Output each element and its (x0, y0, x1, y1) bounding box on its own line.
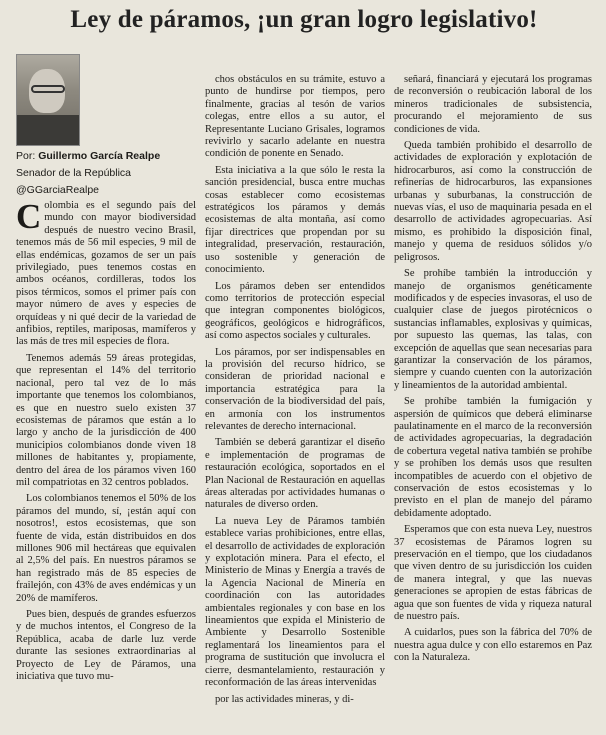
paragraph: señará, financiará y ejecutará los programas de reconversión o reubicación laboral de los mineros tradicionales de subsistencia, procurando el mejoramiento de sus condiciones de vida. (394, 74, 592, 135)
paragraph: Se prohíbe también la fumigación y aspersión de químicos que deberá eliminarse paulatinamente en el marco de la reconversión de actividades agropecuarias, la degradación de cobertura vegetal nativa también se prohíbe y se prohíben los demás usos que resulten incompatibles de acuerdo con el objetivo de conservación de estos ecosistemas y lo previsto en el plan de manejo del páramo debidamente adoptado. (394, 396, 592, 519)
headline: Ley de páramos, ¡un gran logro legislativo! (70, 6, 538, 33)
byline-role: Senador de la República (16, 167, 131, 179)
paragraph: Colombia es el segundo país del mundo con mayor biodiversidad después de nuestro vecino Brasil, tenemos más de 56 mil especies, 9 mil de ellas endémicas, gozamos de ser un país privilegiado, pues tenemos costas en ambos océanos, cordilleras, todos los pisos térmicos, somos el primer país con mayor número de aves y especies de orquídeas y ni qué decir de la variedad de anfibios, reptiles, mariposas, mamíferos y las más de tres mil especies de flora. (16, 197, 196, 348)
paragraph: Queda también prohibido el desarrollo de actividades de exploración y explotación de hidrocarburos, así como la construcción de refinerías de hidrocarburos, las expansiones urbanas y suburbanas, la construcción de nuevas vías, el uso de maquinaria pesada en el desarrollo de actividades agropecuarias. Así mismo, es prohibido la disposición final, manejo y quema de residuos sólidos y/o peligrosos. (394, 140, 592, 263)
byline-author: Guillermo García Realpe (38, 150, 161, 162)
author-photo (16, 54, 80, 146)
paragraph: por las actividades mineras, y di- (215, 693, 354, 705)
paragraph: Esperamos que con esta nueva Ley, nuestros 37 ecosistemas de Páramos logren su preservación en el tiempo, que los ciudadanos que viven dentro de su jurisdicción los cuiden de manera integral, y que las nuevas generaciones se apropien de estas fábricas de agua que son fuentes de vida y riqueza natural de nuestro país. (394, 524, 592, 623)
paragraph: La nueva Ley de Páramos también establece varias prohibiciones, entre ellas, el desarrollo de actividades de exploración y explotación minera. Para el efecto, el Ministerio de Minas y Energía a través de la Agencia Nacional de Minería en coordinación con las autoridades ambientales regionales y con base en los lineamientos que expida el Ministerio de Ambiente y Desarrollo Sostenible reglamentará los lineamientos para el programa de sustitución que involucra el cierre, desmantelamiento, restauración y reconformación de las áreas intervenidas (205, 515, 385, 689)
author-photo-glasses (31, 85, 65, 93)
paragraph: Se prohíbe también la introducción y manejo de organismos genéticamente modificados y de especies invasoras, el uso de cualquier clase de juegos pirotécnicos o sustancias inflamables, explosivas y químicas, por supuesto las quemas, las talas, con excepción de aquellas que sean necesarias para garantizar la conservación de los páramos, siempre y cuando cuenten con la autorización y lineamientos de la autoridad ambiental. (394, 268, 592, 391)
paragraph: A cuidarlos, pues son la fábrica del 70% de nuestra agua dulce y con ello estaremos en Paz con la Naturaleza. (394, 627, 592, 664)
article-column-3 (394, 74, 592, 669)
author-photo-suit (17, 115, 79, 145)
byline-handle: @GGarciaRealpe (16, 184, 100, 196)
paragraph: Esta iniciativa a la que sólo le resta la sanción presidencial, busca entre muchas cosas establecer como ecosistemas estratégicos los páramos y demás ecosistemas de alta montaña, así como fijar directrices que propendan por su integralidad, preservación, restauración, uso sostenible y generación de conocimiento. (205, 164, 385, 276)
byline-prefix: Por: (16, 150, 36, 162)
byline-author-line (16, 148, 196, 165)
byline (16, 148, 196, 199)
paragraph: Los páramos, por ser indispensables en la provisión del recurso hídrico, se consideran de prioridad nacional e importancia estratégica para la conservación de la biodiversidad del país, en armonía con los instrumentos relevantes de derecho internacional. (205, 346, 385, 432)
paragraph: Los páramos deben ser entendidos como territorios de protección especial que integran componentes biológicos, geográficos, geológicos e hidrográficos, así como aspectos sociales y culturales. (205, 280, 385, 342)
paragraph: Los colombianos tenemos el 50% de los páramos del mundo, sí, ¡están aquí con nosotros!, estos ecosistemas, que son fuente de vida, están distribuidos en dos millones 906 mil hectáreas que equivalen al 2,5% del país. En nuestros páramos se han registrado más de 85 especies de frailejón, con 43% de aves endémicas y un 20% de mamíferos. (16, 493, 196, 604)
article-column-2 (205, 74, 385, 710)
paragraph: Tenemos además 59 áreas protegidas, que representan el 14% del territorio nacional, pero tal vez de lo más importante que tenemos los colombianos, es que en nuestro suelo existen 37 ecosistemas de páramos que están a lo largo y ancho de la jurisdicción de 400 municipios colombianos donde viven 18 millones de habitantes y, propiamente, dentro del área de los páramos viven 160 mil compatriotas en 32 centros poblados. (16, 352, 196, 488)
paragraph: chos obstáculos en su trámite, estuvo a punto de hundirse por tiempos, pero finalmente, gracias al tesón de varios colegas, entre ellos a su autor, el Representante Luciano Grisales, logramos revivirlo y sacarlo adelante en nuestra condición de ponente en Senado. (205, 74, 385, 160)
paragraph: Pues bien, después de grandes esfuerzos y de muchos intentos, el Congreso de la República, acaba de darle luz verde durante las sesiones extraordinarias al Proyecto de Ley de Páramos, una iniciativa que tuvo mu- (16, 609, 196, 683)
article-column-1 (16, 197, 196, 687)
paragraph: También se deberá garantizar el diseño e implementación de programas de restauración ecológica, soportados en el Plan Nacional de Restauración en aquellas áreas alteradas por actividades humanas o naturales de diverso orden. (205, 437, 385, 511)
